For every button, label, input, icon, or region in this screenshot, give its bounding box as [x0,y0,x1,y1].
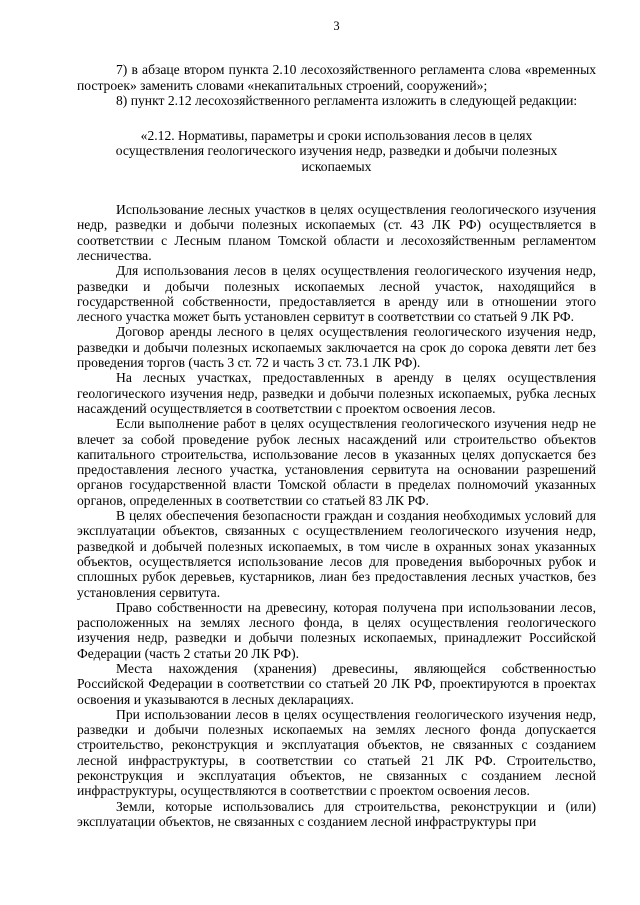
paragraph: На лесных участках, предоставленных в аренду в целях осуществления геологического изучения недр, разведки и добычи полезных ископаемых, рубка лесных насаждений осуществляется в соответствии с проектом освоения лесов. [77,370,596,416]
intro-item-7: 7) в абзаце втором пункта 2.10 лесохозяйственного регламента слова «временных построек» заменить словами «некапитальных строений, сооружений»; [77,62,596,93]
paragraph: При использовании лесов в целях осуществления геологического изучения недр, разведки и добычи полезных ископаемых на землях лесного фонда допускается строительство, реконструкция и эксплуатация объектов, не связанных с созданием лесной инфраструктуры, в соответствии со статьей 21 ЛК РФ. Строительство, реконструкция и эксплуатация объектов, не связанных с созданием лесной инфраструктуры, осуществляются в соответствии с проектом освоения лесов. [77,706,596,799]
paragraph: В целях обеспечения безопасности граждан и создания необходимых условий для эксплуатации объектов, связанных с осуществлением геологического изучения недр, разведкой и добычей полезных ископаемых, в том числе в охранных зонах указанных объектов, осуществляется использование лесов для проведения выборочных рубок и сплошных рубок деревьев, кустарников, лиан без предоставления лесных участков, без установления сервитута. [77,508,596,600]
paragraph: Места нахождения (хранения) древесины, являющейся собственностью Российской Федерации в соответствии со статьей 20 ЛК РФ, проектируются в проектах освоения и указываются в лесных декларациях. [77,660,596,707]
section-heading: «2.12. Нормативы, параметры и сроки использования лесов в целях осуществления геологического изучения недр, разведки и добычи полезных ископаемых [115,128,558,174]
paragraph: Договор аренды лесного в целях осуществления геологического изучения недр, разведки и добычи полезных ископаемых заключается на срок до сорока девяти лет без проведения торгов (часть 3 ст. 72 и часть 3 ст. 73.1 ЛК РФ). [77,324,596,371]
paragraph: Для использования лесов в целях осуществления геологического изучения недр, разведки и добычи полезных ископаемых лесной участок, находящийся в государственной собственности, предоставляется в аренду или в отношении этого лесного участка может быть установлен сервитут в соответствии со статьей 9 ЛК РФ. [77,263,596,325]
paragraph: Использование лесных участков в целях осуществления геологического изучения недр, разведки и добычи полезных ископаемых (ст. 43 ЛК РФ) осуществляется в соответствии с Лесным планом Томской области и лесохозяйственным регламентом лесничества. [77,202,596,263]
intro-item-8: 8) пункт 2.12 лесохозяйственного регламента изложить в следующей редакции: [116,92,578,108]
paragraph: Если выполнение работ в целях осуществления геологического изучения недр не влечет за собой проведение рубок лесных насаждений или строительство объектов капитального строительства, использование лесов в указанных целях допускается без предоставления лесного участка, установления сервитута на основании разрешений органов государственной власти Томской области в пределах полномочий указанных органов, определенных в соответствии со статьей 83 ЛК РФ. [77,416,596,508]
paragraph: Земли, которые использовались для строительства, реконструкции и (или) эксплуатации объектов, не связанных с созданием лесной инфраструктуры при [77,798,596,829]
page-number: 3 [333,19,340,33]
paragraph: Право собственности на древесину, которая получена при использовании лесов, расположенных на землях лесного фонда, в целях осуществления геологического изучения недр, разведки и добычи полезных ископаемых, принадлежит Российской Федерации (часть 2 статьи 20 ЛК РФ). [77,599,596,661]
